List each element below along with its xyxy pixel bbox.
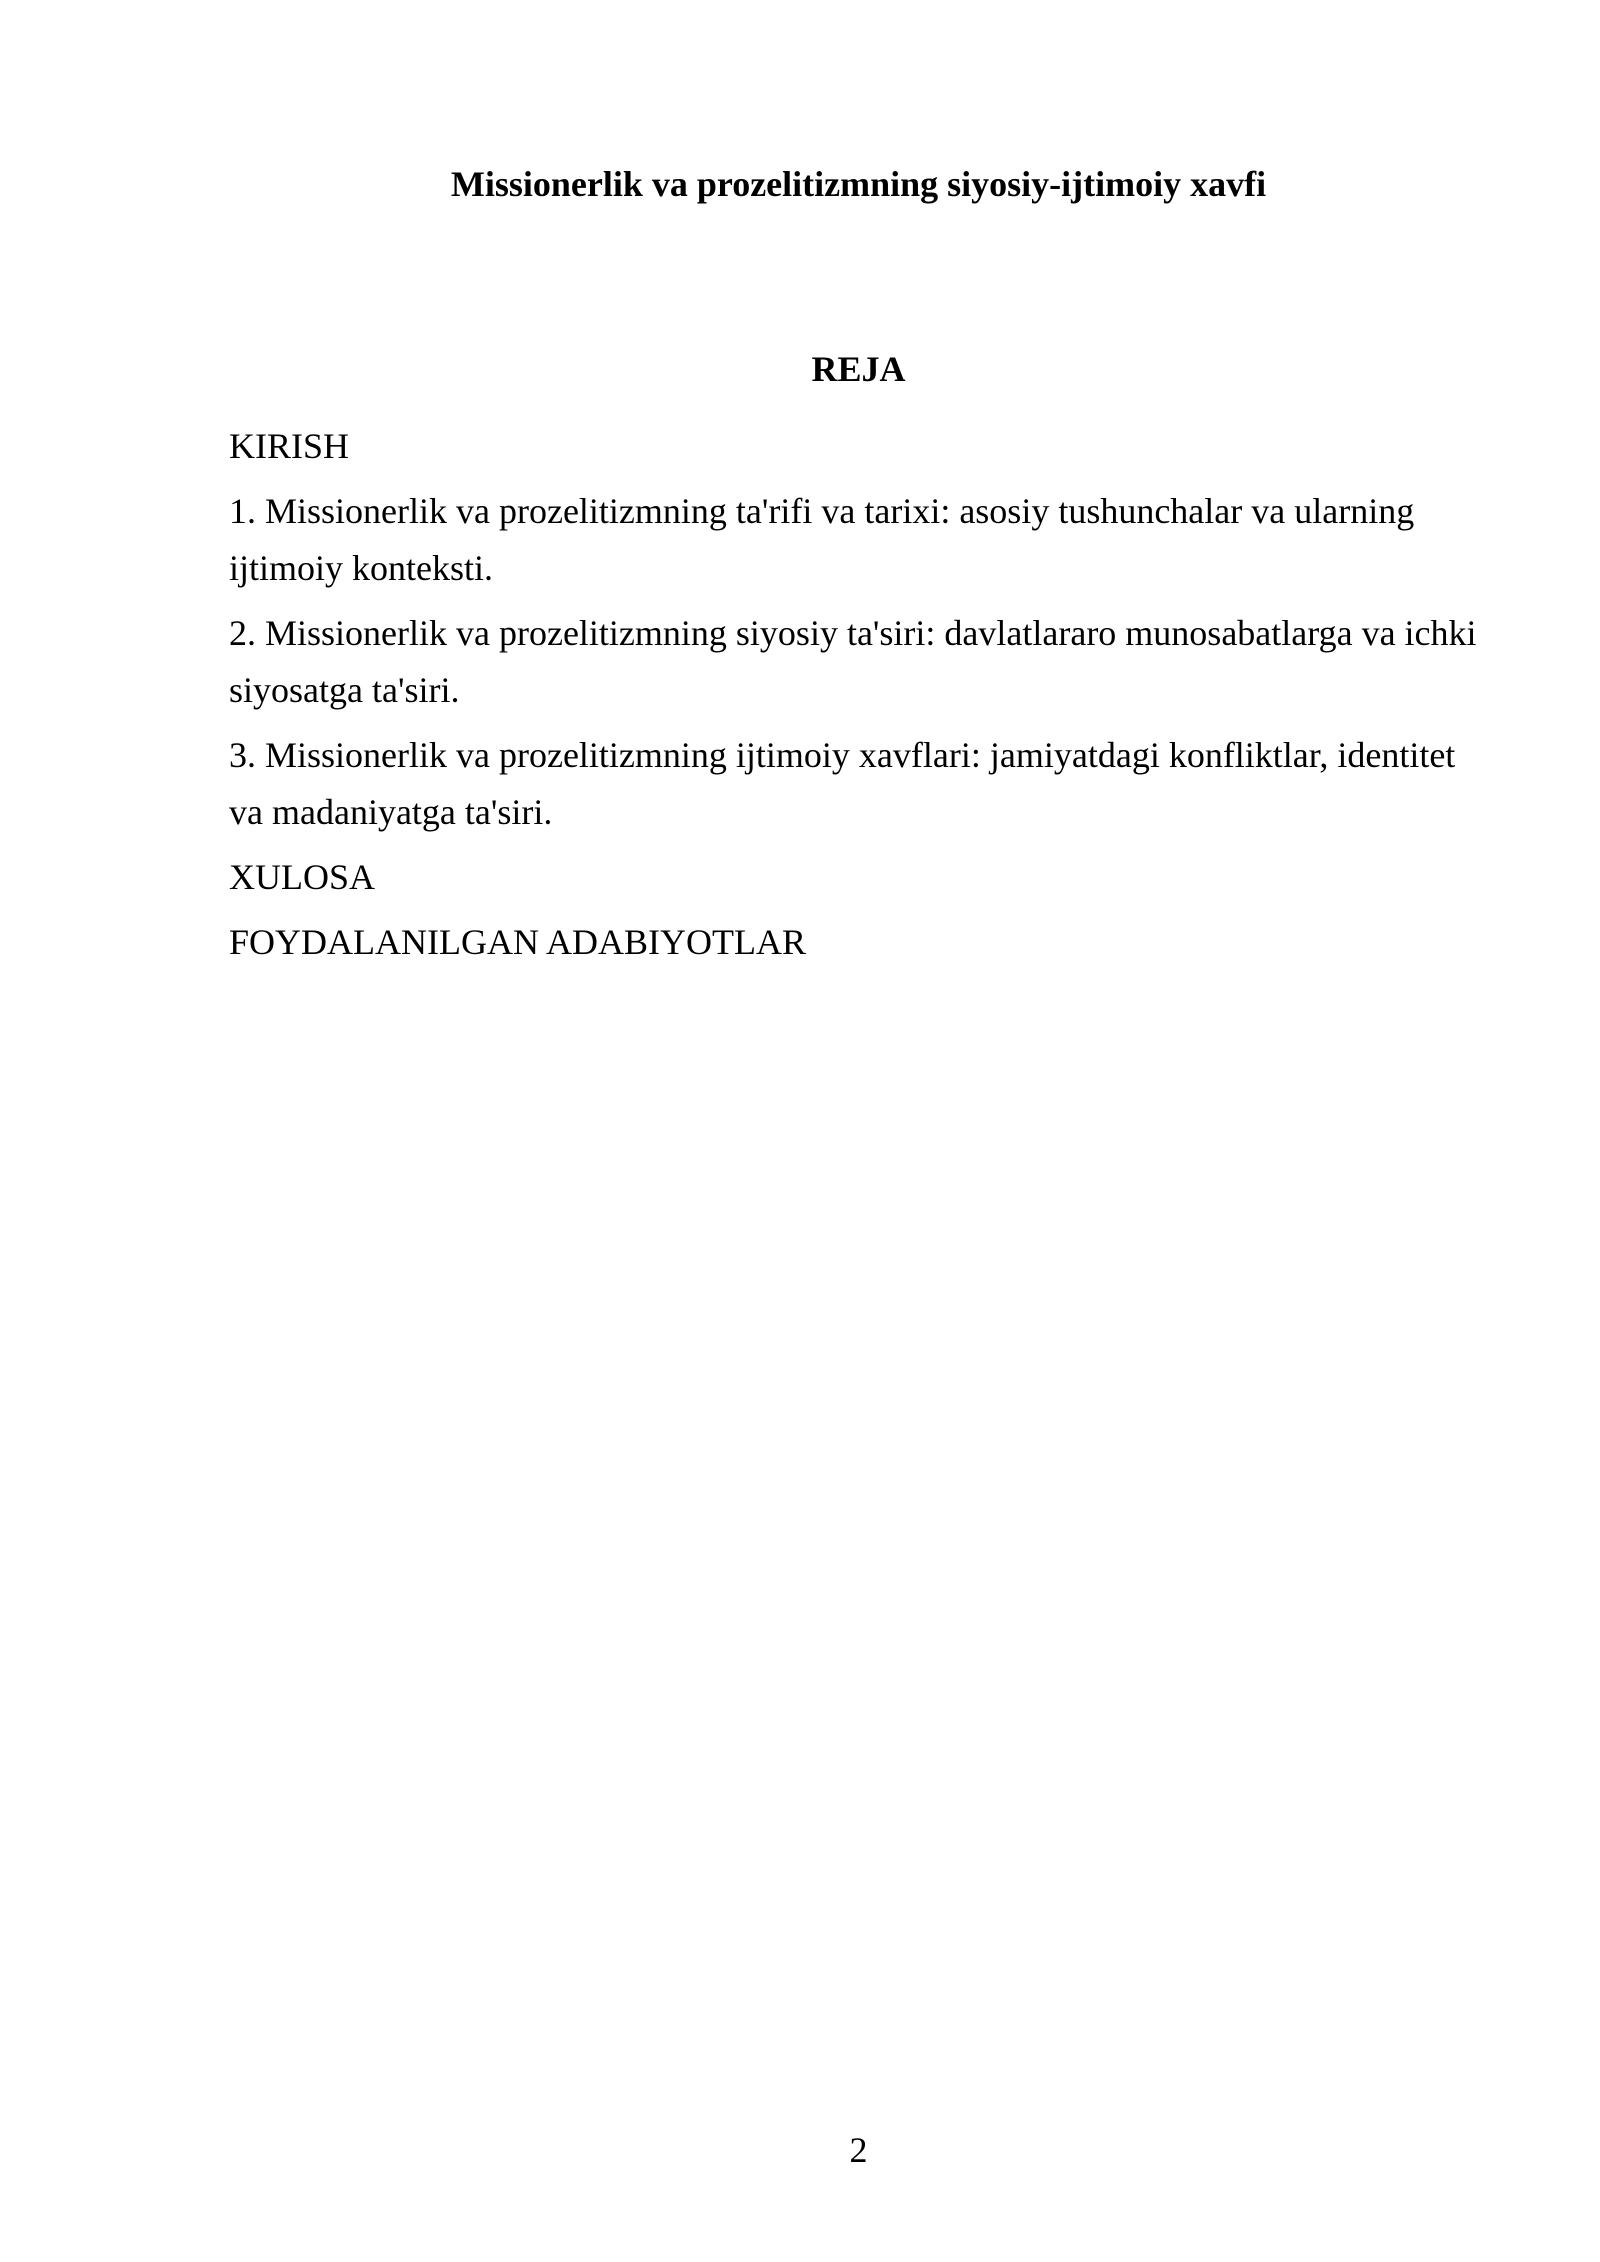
plan-item-3: 3. Missionerlik va prozelitizmning ijtimoiy xavflari: jamiyatdagi konfliktlar, identitet va madaniyatga ta'siri. (229, 735, 1456, 832)
plan-list (229, 418, 1489, 979)
plan-item-references: FOYDALANILGAN ADABIYOTLAR (229, 922, 806, 962)
document-title: Missionerlik va prozelitizmning siyosiy-ijtimoiy xavfi (450, 164, 1267, 204)
plan-item-2: 2. Missionerlik va prozelitizmning siyosiy ta'siri: davlatlararo munosabatlarga va ichki siyosatga ta'siri. (229, 613, 1477, 710)
plan-item-conclusion: XULOSA (229, 857, 376, 897)
plan-heading: REJA (811, 349, 906, 389)
plan-item-intro: KIRISH (229, 426, 350, 466)
page-number: 2 (849, 2130, 868, 2170)
plan-item-1: 1. Missionerlik va prozelitizmning ta'rifi va tarixi: asosiy tushunchalar va ularning ijtimoiy konteksti. (229, 491, 1415, 588)
